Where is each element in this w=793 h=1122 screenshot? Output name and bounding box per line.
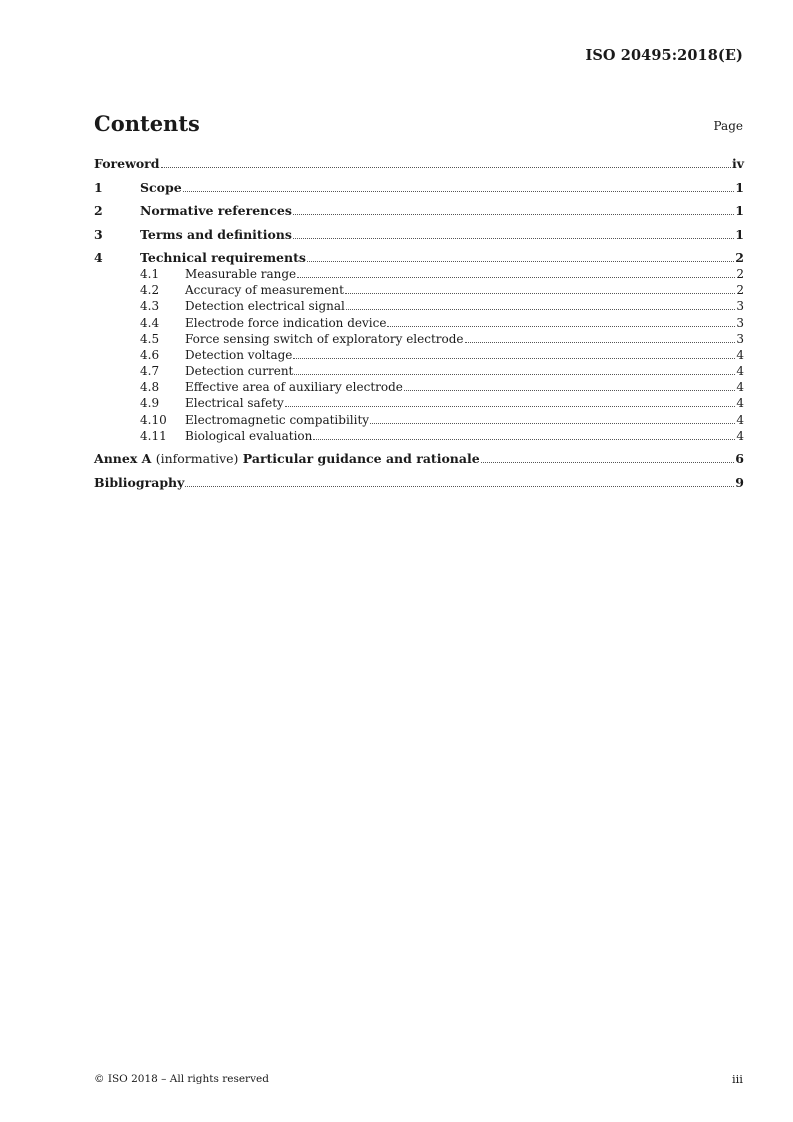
toc-entry-number: 4 (94, 250, 103, 266)
toc-entry-page: 1 (735, 226, 744, 242)
annex-qualifier: (informative) (155, 451, 239, 467)
toc-subentry-number: 4.4 (140, 315, 160, 330)
toc-subentry-page: 2 (736, 266, 744, 281)
toc-subentry-number: 4.1 (140, 266, 160, 281)
dot-leader (404, 389, 735, 391)
toc-subentry-page: 4 (736, 347, 744, 362)
toc-entry-number: 1 (94, 179, 103, 195)
toc-entry-title: Scope (140, 179, 182, 195)
toc-subentry[interactable] (94, 363, 744, 379)
dot-leader (285, 405, 736, 407)
toc-subentry-number: 4.8 (140, 380, 160, 395)
toc-subentry-number: 4.10 (140, 412, 167, 427)
toc-subentry[interactable] (94, 315, 744, 331)
toc-entry-title (94, 450, 480, 468)
toc-entry-title: Technical requirements (140, 250, 306, 266)
toc-subentry[interactable] (94, 347, 744, 363)
toc-subentry-title: Effective area of auxiliary electrode (185, 380, 403, 395)
toc-entry-title: Normative references (140, 203, 292, 219)
annex-label: Annex A (94, 451, 152, 467)
toc-subentry-number: 4.11 (140, 428, 167, 443)
toc-subentry[interactable] (94, 298, 744, 314)
toc-entry-title: Bibliography (94, 474, 185, 490)
toc-subentry-number: 4.6 (140, 347, 160, 362)
toc-subentry-title: Force sensing switch of exploratory electrode (185, 331, 464, 346)
toc-subentry-page: 4 (736, 364, 744, 379)
toc-subentry[interactable] (94, 266, 744, 282)
document-id: ISO 20495:2018(E) (585, 47, 743, 64)
toc-subentry[interactable] (94, 428, 744, 444)
toc-subentry-number: 4.7 (140, 364, 160, 379)
dot-leader (387, 325, 735, 327)
dot-leader (345, 292, 735, 294)
toc-subentry-page: 4 (736, 428, 744, 443)
dot-leader (307, 260, 734, 262)
toc-subentry-page: 4 (736, 380, 744, 395)
dot-leader (481, 461, 735, 463)
toc-subentry[interactable] (94, 331, 744, 347)
page-column-label: Page (713, 119, 743, 133)
dot-leader (346, 308, 735, 310)
toc-entry-scope[interactable] (94, 179, 744, 203)
toc-entry-title: Foreword (94, 156, 160, 171)
toc-entry-bibliography[interactable] (94, 474, 744, 498)
dot-leader (293, 213, 734, 215)
table-of-contents (94, 155, 744, 497)
dot-leader (297, 276, 735, 278)
toc-subentry[interactable] (94, 395, 744, 411)
toc-subentry-title: Accuracy of measurement (185, 283, 344, 298)
toc-subentry-title: Electromagnetic compatibility (185, 412, 370, 427)
dot-leader (185, 485, 734, 487)
footer-page-number: iii (731, 1072, 743, 1086)
contents-heading: Contents (94, 111, 200, 136)
toc-subentry-title: Electrode force indication device (185, 315, 387, 330)
toc-entry-page: iv (731, 156, 744, 171)
toc-subentry-number: 4.5 (140, 331, 160, 346)
toc-subentry[interactable] (94, 282, 744, 298)
dot-leader (313, 438, 735, 440)
toc-subentry-title: Detection electrical signal (185, 299, 345, 314)
toc-subentry-page: 4 (736, 412, 744, 427)
toc-entry-page: 2 (735, 250, 744, 266)
toc-entry-page: 6 (735, 451, 744, 467)
toc-entry-page: 1 (735, 203, 744, 219)
toc-entry-title: Terms and definitions (140, 226, 292, 242)
toc-subentry-title: Electrical safety (185, 396, 284, 411)
toc-subentry-number: 4.2 (140, 283, 160, 298)
toc-subentry-number: 4.9 (140, 396, 160, 411)
dot-leader (294, 373, 735, 375)
footer-copyright: © ISO 2018 – All rights reserved (94, 1073, 269, 1085)
toc-subentry-page: 3 (736, 299, 744, 314)
toc-entry-number: 2 (94, 203, 103, 219)
toc-subentry-title: Biological evaluation (185, 428, 313, 443)
toc-subentry-title: Detection voltage (185, 347, 293, 362)
dot-leader (465, 341, 736, 343)
toc-subentry[interactable] (94, 379, 744, 395)
toc-subentry-page: 4 (736, 396, 744, 411)
toc-subentry-page: 3 (736, 315, 744, 330)
toc-entry-annex-a[interactable] (94, 450, 744, 474)
toc-entry-terms-and-definitions[interactable] (94, 226, 744, 250)
annex-title: Particular guidance and rationale (242, 451, 480, 467)
toc-subentry-number: 4.3 (140, 299, 160, 314)
dot-leader (370, 422, 735, 424)
toc-entry-page: 1 (735, 179, 744, 195)
toc-subentry-title: Measurable range (185, 266, 297, 281)
toc-entry-number: 3 (94, 226, 103, 242)
toc-subentry[interactable] (94, 412, 744, 428)
dot-leader (293, 237, 734, 239)
toc-entry-normative-references[interactable] (94, 202, 744, 226)
dot-leader (183, 190, 735, 192)
toc-subentry-page: 2 (736, 283, 744, 298)
toc-entry-page: 9 (735, 474, 744, 490)
toc-subentry-title: Detection current (185, 364, 294, 379)
dot-leader (293, 357, 735, 359)
toc-subentry-page: 3 (736, 331, 744, 346)
dot-leader (161, 166, 731, 168)
toc-entry-foreword[interactable] (94, 155, 744, 179)
